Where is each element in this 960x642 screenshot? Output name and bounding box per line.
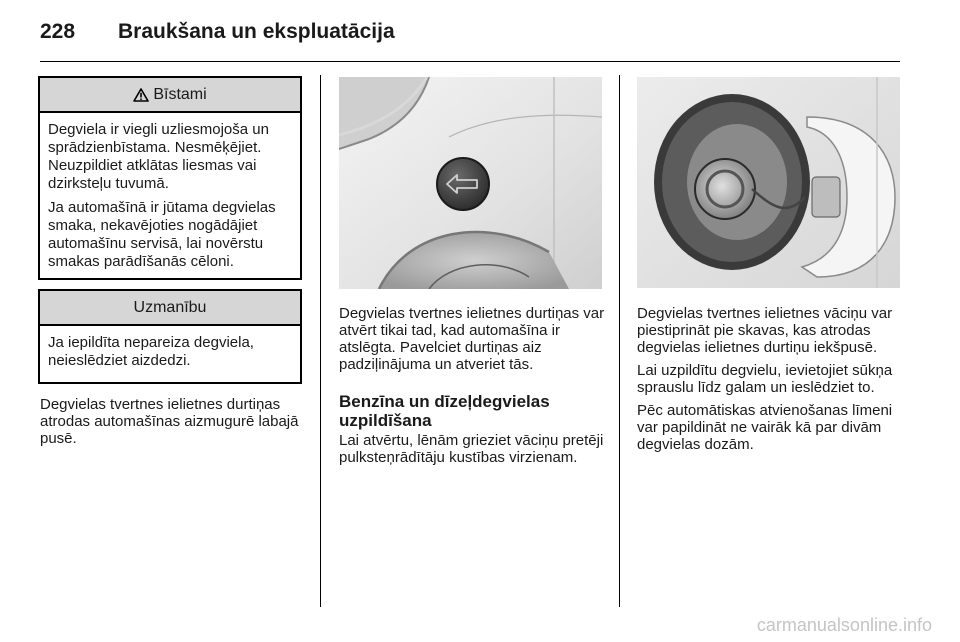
watermark-link[interactable]: carmanualsonline.info xyxy=(756,615,932,635)
caution-paragraph: Ja iepildīta nepareiza degviela, neieslēdziet aizdedzi. xyxy=(48,334,254,369)
caution-box-title: Uzmanību xyxy=(133,298,207,316)
fuel-cap-photo xyxy=(637,77,900,288)
column3-text xyxy=(637,305,907,459)
danger-box-header xyxy=(40,78,300,113)
danger-paragraph: Ja automašīnā ir jūtama degvielas smaka, nekavējoties nogādājiet automašīnu servisā, lai novērstu smakas parādīšanās cēloni. xyxy=(48,199,276,270)
column2-text: Degvielas tvertnes ielietnes durtiņas var atvērt tikai tad, kad automašīna ir atslēgta. Pavelciet durtiņas aiz padziļinājuma un atveriet tās. xyxy=(339,305,605,373)
section-heading: Benzīna un dīzeļdegvielas uzpildīšana xyxy=(339,392,550,430)
column1-text: Degvielas tvertnes ielietnes durtiņas atrodas automašīnas aizmugurē labajā pusē. xyxy=(40,396,299,447)
warning-triangle-icon xyxy=(133,88,149,102)
column-divider xyxy=(320,75,321,607)
danger-box-title: Bīstami xyxy=(153,85,207,103)
column2-text: Lai atvērtu, lēnām grieziet vāciņu pretēji pulksteņrādītāju kustības virzienam. xyxy=(339,432,604,466)
caution-box xyxy=(38,289,302,384)
caution-box-header xyxy=(40,291,300,326)
column3-paragraph: Pēc automātiskas atvienošanas līmeni var papildināt ne vairāk kā par divām degvielas dozām. xyxy=(637,402,893,453)
column-divider xyxy=(619,75,620,607)
danger-paragraph: Degviela ir viegli uzliesmojoša un sprādzienbīstama. Nesmēķējiet. Neuzpildiet atklātas liesmas vai dzirksteļu tuvumā. xyxy=(48,121,269,192)
danger-warning-box xyxy=(38,76,302,280)
page-number: 228 xyxy=(40,20,76,43)
header-rule xyxy=(40,61,900,62)
column3-paragraph: Degvielas tvertnes ielietnes vāciņu var piestiprināt pie skavas, kas atrodas degvielas ielietnes durtiņu iekšpusē. xyxy=(637,305,893,356)
column3-paragraph: Lai uzpildītu degvielu, ievietojiet sūkņa sprauslu līdz galam un ieslēdziet to. xyxy=(637,362,893,396)
fuel-door-photo xyxy=(339,77,602,289)
chapter-title: Braukšana un ekspluatācija xyxy=(118,20,395,43)
